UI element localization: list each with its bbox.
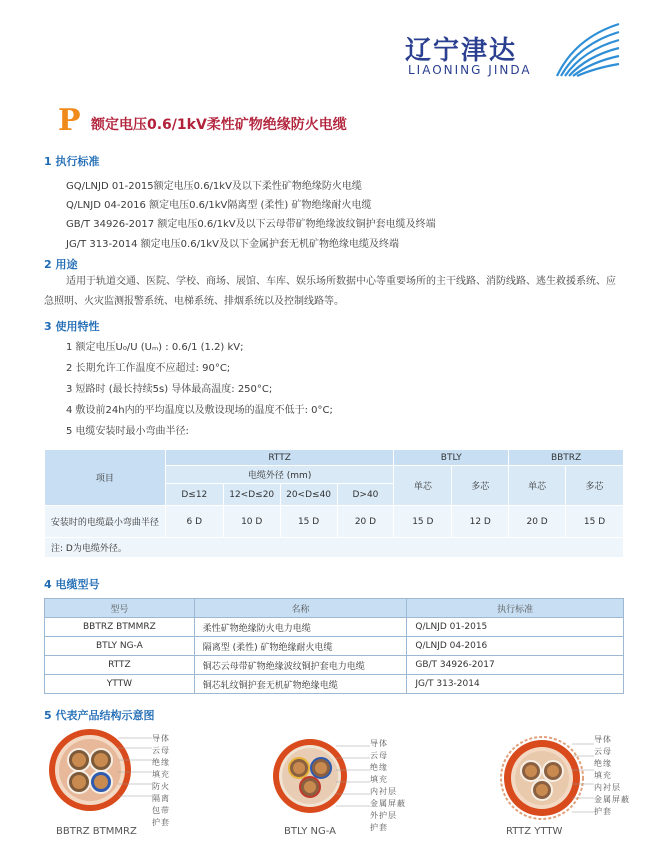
section-letter: P <box>58 103 81 138</box>
page-title: 额定电压0.6/1kV柔性矿物绝缘防火电缆 <box>91 117 347 133</box>
table-note: 注: D为电缆外径。 <box>45 538 624 558</box>
label: 填充 <box>594 771 612 780</box>
range-header: 12<D≤20 <box>223 484 280 506</box>
bend-radius-table <box>44 449 624 558</box>
characteristic-line: 1 额定电压U₀/U (Uₘ) : 0.6/1 (1.2) kV; <box>66 342 244 353</box>
diagram-caption: RTTZ YTTW <box>506 826 563 837</box>
bbtrz-single-core: 单芯 <box>509 466 566 506</box>
rttz-header: RTTZ <box>165 450 394 466</box>
value-cell: 12 D <box>452 506 509 538</box>
label: 导体 <box>594 735 612 744</box>
section-heading-usage: 2 用途 <box>44 258 78 271</box>
usage-paragraph: 适用于轨道交通、医院、学校、商场、展馆、车库、娱乐场所数据中心等重要场所的主干线路、消防线路、逃生救援系统、应急照明、火灾监测报警系统、电梯系统、排烟系统以及控制线路等。 <box>44 276 616 307</box>
name-cell: 柔性矿物绝缘防火电力电缆 <box>194 618 407 637</box>
value-cell: 20 D <box>509 506 566 538</box>
label: 云母 <box>152 746 170 755</box>
label: 填充 <box>370 775 388 784</box>
range-header: D≤12 <box>165 484 223 506</box>
characteristic-line: 3 短路时 (最长持续5s) 导体最高温度: 250°C; <box>66 384 273 395</box>
label: 绝缘 <box>152 758 170 767</box>
label: 云母 <box>594 747 612 756</box>
diagram-caption: BTLY NG-A <box>284 826 336 837</box>
section-heading-characteristics: 3 使用特性 <box>44 320 100 333</box>
label: 填充 <box>152 770 170 779</box>
label: 护套 <box>152 818 170 827</box>
table-row <box>45 618 624 637</box>
name-cell: 铜芯轧纹铜护套无机矿物绝缘电缆 <box>194 675 407 694</box>
structure-labels <box>152 733 182 829</box>
structure-labels <box>594 734 634 818</box>
btly-single-core: 单芯 <box>394 466 452 506</box>
btly-header: BTLY <box>394 450 509 466</box>
model-cell: RTTZ <box>45 656 195 675</box>
name-cell: 隔离型 (柔性) 矿物绝缘耐火电缆 <box>194 637 407 656</box>
characteristic-line: 5 电缆安装时最小弯曲半径: <box>66 426 189 437</box>
label: 金属屏蔽 <box>370 799 406 808</box>
table-row <box>45 656 624 675</box>
diagram-caption: BBTRZ BTMMRZ <box>56 826 137 837</box>
model-header: 型号 <box>45 599 195 618</box>
item-header: 项目 <box>45 450 166 506</box>
structure-labels <box>370 738 406 834</box>
section-heading-structure: 5 代表产品结构示意图 <box>44 709 155 722</box>
label: 内衬层 <box>370 787 397 796</box>
label: 云母 <box>370 751 388 760</box>
row-label: 安装时的电缆最小弯曲半径 <box>45 506 166 538</box>
standard-line: Q/LNJD 04-2016 额定电压0.6/1kV隔离型 (柔性) 矿物绝缘耐火电缆 <box>66 200 372 211</box>
value-cell: 6 D <box>165 506 223 538</box>
value-cell: 15 D <box>280 506 337 538</box>
company-name-cn: 辽宁津达 <box>405 36 518 66</box>
standard-line: GB/T 34926-2017 额定电压0.6/1kV及以下云母带矿物绝缘波纹铜护套电缆及终端 <box>66 219 436 230</box>
range-header: 20<D≤40 <box>280 484 337 506</box>
outer-diameter-header: 电缆外径 (mm) <box>165 466 394 484</box>
standard-line: GQ/LNJD 01-2015额定电压0.6/1kV及以下柔性矿物绝缘防火电缆 <box>66 181 362 192</box>
value-cell: 15 D <box>566 506 624 538</box>
model-cell: YTTW <box>45 675 195 694</box>
table-row <box>45 637 624 656</box>
label: 护套 <box>594 807 612 816</box>
range-header: D>40 <box>337 484 394 506</box>
name-header: 名称 <box>194 599 407 618</box>
table-row <box>45 675 624 694</box>
bbtrz-header: BBTRZ <box>509 450 624 466</box>
model-cell: BBTRZ BTMMRZ <box>45 618 195 637</box>
label: 绝缘 <box>370 763 388 772</box>
label: 内衬层 <box>594 783 621 792</box>
label: 导体 <box>370 739 388 748</box>
characteristic-line: 2 长期允许工作温度不应超过: 90°C; <box>66 363 231 374</box>
model-cell: BTLY NG-A <box>45 637 195 656</box>
company-logo-icon <box>555 18 621 80</box>
label: 防火 <box>152 782 170 791</box>
label: 外护层 <box>370 811 397 820</box>
label: 护套 <box>370 823 388 832</box>
value-cell: 10 D <box>223 506 280 538</box>
btly-multi-core: 多芯 <box>452 466 509 506</box>
standard-cell: Q/LNJD 01-2015 <box>407 618 624 637</box>
model-table <box>44 598 624 694</box>
value-cell: 15 D <box>394 506 452 538</box>
section-heading-standards: 1 执行标准 <box>44 155 100 168</box>
standard-cell: GB/T 34926-2017 <box>407 656 624 675</box>
section-heading-models: 4 电缆型号 <box>44 578 100 591</box>
label: 金属屏蔽 <box>594 795 630 804</box>
label: 隔离 <box>152 794 170 803</box>
label: 导体 <box>152 734 170 743</box>
label: 绝缘 <box>594 759 612 768</box>
name-cell: 铜芯云母带矿物绝缘波纹铜护套电力电缆 <box>194 656 407 675</box>
value-cell: 20 D <box>337 506 394 538</box>
characteristic-line: 4 敷设前24h内的平均温度以及敷设现场的温度不低于: 0°C; <box>66 405 333 416</box>
standard-header: 执行标准 <box>407 599 624 618</box>
standard-cell: Q/LNJD 04-2016 <box>407 637 624 656</box>
label: 包带 <box>152 806 170 815</box>
bbtrz-multi-core: 多芯 <box>566 466 624 506</box>
standard-line: JG/T 313-2014 额定电压0.6/1kV及以下金属护套无机矿物绝缘电缆及终端 <box>66 239 399 250</box>
company-name-en: LIAONING JINDA <box>408 63 532 77</box>
standard-cell: JG/T 313-2014 <box>407 675 624 694</box>
